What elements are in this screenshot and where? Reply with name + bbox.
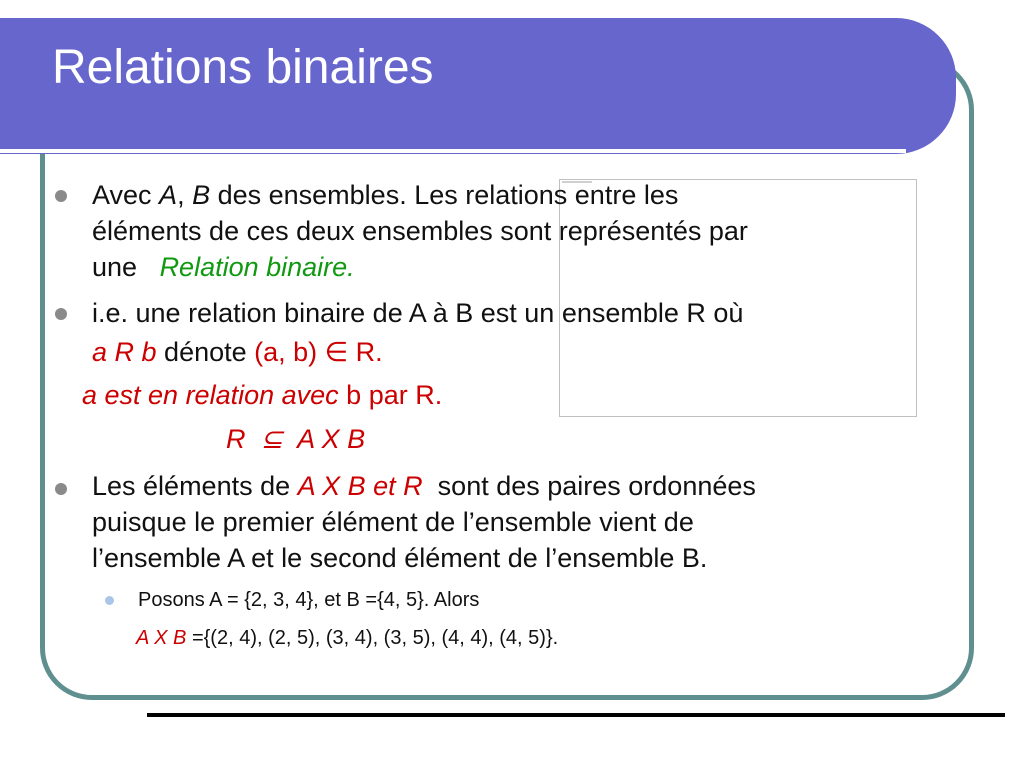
cartesian-product-set: ={(2, 4), (2, 5), (3, 4), (3, 5), (4, 4), (4, 5)}. [186, 627, 559, 649]
text: des ensembles. Les relations entre les [210, 180, 679, 210]
bullet-1-line-2: éléments de ces deux ensembles sont représentés par [92, 216, 748, 246]
set-b: B [192, 180, 211, 210]
subbullet-line-2 [136, 624, 558, 652]
set-a: A [159, 180, 178, 210]
formula-subset: R ⊆ A X B [226, 424, 366, 454]
expr-pair-in-r: (a, b) ∈ R. [254, 337, 383, 367]
slide-title: Relations binaires [52, 41, 434, 94]
bullet-3-line-2: puisque le premier élément de l’ensemble vient de [92, 507, 694, 537]
subbullet-icon [105, 596, 114, 605]
bullet-3-line-3: l’ensemble A et le second élément de l’ensemble B. [92, 543, 708, 573]
bullet-1-line-3 [92, 249, 355, 285]
text: une [92, 252, 160, 282]
text: , [177, 180, 193, 210]
subbullet-line-1: Posons A = {2, 3, 4}, et B ={4, 5}. Alors [138, 589, 480, 611]
bullet-2-line-2 [92, 334, 383, 370]
bullet-1-line-1 [92, 177, 678, 213]
bullet-icon [55, 190, 67, 202]
term-relation-binaire: Relation binaire. [159, 252, 355, 282]
phrase-relation: a est en relation avec [82, 380, 339, 410]
text: Les éléments de [92, 471, 298, 501]
text: sont des paires ordonnées [422, 471, 756, 501]
bullet-icon [55, 308, 67, 320]
expr-axb: A X B [136, 627, 187, 649]
text: dénote [156, 337, 255, 367]
phrase-par-r: b par R. [338, 380, 443, 410]
bullet-2-line-3 [82, 377, 442, 413]
expr-axb-r: A X B et R [297, 471, 423, 501]
footer-rule [147, 713, 1005, 717]
text: Avec [92, 180, 160, 210]
expr-arb: a R b [92, 337, 157, 367]
bullet-icon [55, 483, 67, 495]
bullet-2-line-1: i.e. une relation binaire de A à B est un ensemble R où [92, 298, 744, 328]
bullet-3-line-1 [92, 468, 756, 504]
